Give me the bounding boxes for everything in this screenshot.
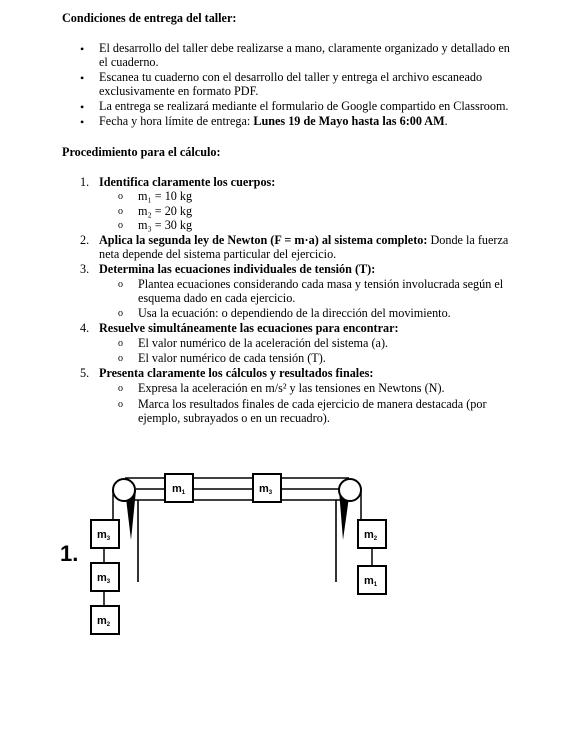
sub-item: El valor numérico de cada tensión (T). xyxy=(138,351,326,365)
list-item-continuation: exclusivamente en formato PDF. xyxy=(99,84,259,98)
sub-item: Marca los resultados finales de cada ejercicio de manera destacada (por xyxy=(138,397,487,411)
item-number: 3. xyxy=(80,262,90,276)
item-number: 5. xyxy=(80,366,90,380)
step-heading: Resuelve simultáneamente las ecuaciones para encontrar: xyxy=(99,321,399,335)
sub-bullet: o xyxy=(118,399,123,410)
sub-bullet: o xyxy=(118,206,123,217)
item-number: 1. xyxy=(80,175,90,189)
step-heading: Aplica la segunda ley de Newton (F = m·a) al sistema completo: Donde la fuerza xyxy=(99,233,509,247)
sub-item: Expresa la aceleración en m/s² y las tensiones en Newtons (N). xyxy=(138,381,445,395)
block-label: m3 xyxy=(97,529,111,542)
item-number: 2. xyxy=(80,233,90,247)
sub-bullet: o xyxy=(118,338,123,349)
bullet: • xyxy=(80,71,85,85)
step-text: neta depende del sistema particular del ejercicio. xyxy=(99,247,337,261)
step-heading: Identifica claramente los cuerpos: xyxy=(99,175,276,189)
mass-value: m₃ = 30 kg xyxy=(138,218,193,232)
bullet: • xyxy=(80,42,85,56)
list-item-continuation: el cuaderno. xyxy=(99,55,159,69)
section-title-delivery: Condiciones de entrega del taller: xyxy=(62,11,237,25)
mass-value: m₁ = 10 kg xyxy=(138,189,193,203)
sub-bullet: o xyxy=(118,353,123,364)
block-label: m2 xyxy=(364,529,378,542)
section-title-procedure: Procedimiento para el cálculo: xyxy=(62,145,221,159)
pulley-left xyxy=(113,479,135,501)
list-item: La entrega se realizará mediante el formulario de Google compartido en Classroom. xyxy=(99,99,509,113)
sub-bullet: o xyxy=(118,220,123,231)
bullet: • xyxy=(80,115,85,129)
sub-bullet: o xyxy=(118,191,123,202)
block-label: m1 xyxy=(364,575,378,588)
sub-bullet: o xyxy=(118,308,123,319)
block-label: m2 xyxy=(97,615,111,628)
list-item: El desarrollo del taller debe realizarse a mano, claramente organizado y detallado en xyxy=(99,41,510,55)
list-item: Escanea tu cuaderno con el desarrollo del taller y entrega el archivo escaneado xyxy=(99,70,483,84)
list-item-deadline: Fecha y hora límite de entrega: Lunes 19 de Mayo hasta las 6:00 AM. xyxy=(99,114,448,128)
sub-item: Plantea ecuaciones considerando cada masa y tensión involucrada según el xyxy=(138,277,504,291)
sub-item-continuation: ejemplo, subrayados o en un recuadro). xyxy=(138,411,330,425)
sub-bullet: o xyxy=(118,279,123,290)
exercise-number: 1. xyxy=(60,541,79,566)
sub-item: El valor numérico de la aceleración del sistema (a). xyxy=(138,336,389,350)
sub-item-continuation: esquema dado en cada ejercicio. xyxy=(138,291,296,305)
bullet: • xyxy=(80,100,85,114)
block-label: m1 xyxy=(172,483,186,496)
pulley-right xyxy=(339,479,361,501)
item-number: 4. xyxy=(80,321,90,335)
step-heading: Presenta claramente los cálculos y resultados finales: xyxy=(99,366,374,380)
mass-value: m₂ = 20 kg xyxy=(138,204,193,218)
step-heading: Determina las ecuaciones individuales de tensión (T): xyxy=(99,262,376,276)
block-label: m3 xyxy=(259,483,273,496)
sub-item: Usa la ecuación: o dependiendo de la dirección del movimiento. xyxy=(138,306,451,320)
block-label: m3 xyxy=(97,572,111,585)
sub-bullet: o xyxy=(118,383,123,394)
